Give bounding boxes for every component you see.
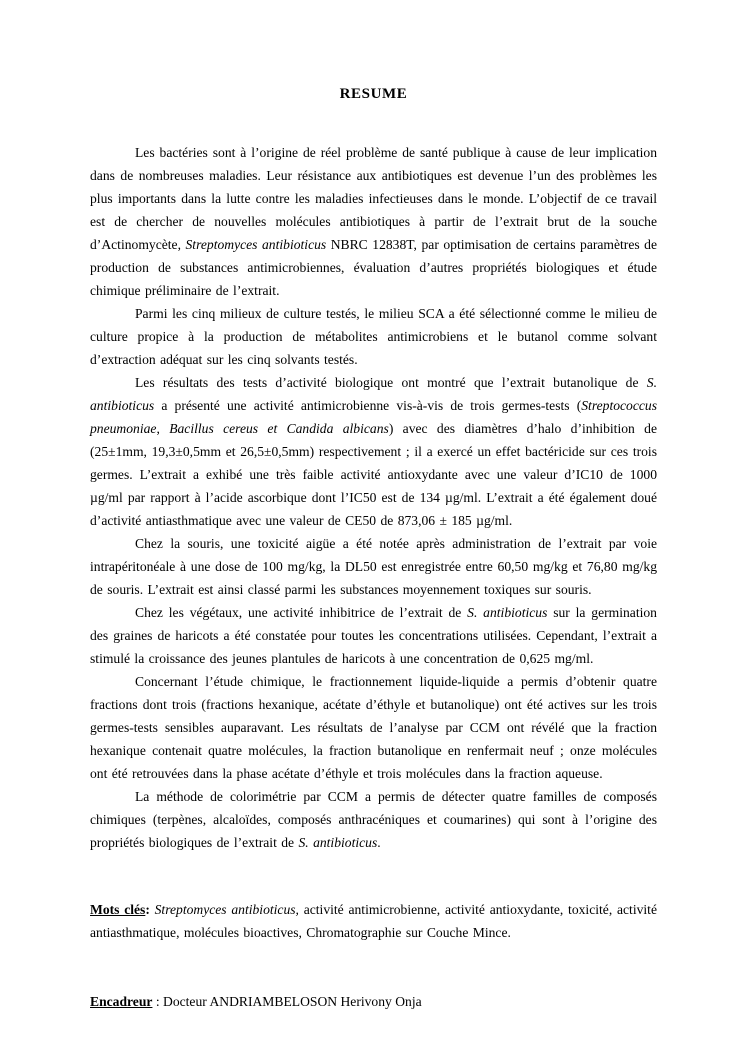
- text-run: : Docteur ANDRIAMBELOSON Herivony Onja: [152, 994, 422, 1009]
- text-run: Chez les végétaux, une activité inhibitrice de l’extrait de: [135, 605, 468, 620]
- italic-text-run: Streptomyces antibioticus,: [154, 902, 299, 917]
- text-run: Les bactéries sont à l’origine de réel problème de santé publique à cause de leur implication dans de nombreuses maladies. Leur résistance aux antibiotiques est devenue l’un des problèmes les plus importants dans la lutte contre les maladies infectieuses dans le monde. L’objectif de ce travail est de chercher de nouvelles molécules antibiotiques à partir de l’extrait brut de la souche d’Actinomycète,: [90, 145, 657, 252]
- text-run: sur la germination des graines de haricots a été constatée pour toutes les concentrations utilisées. Cependant, l’extrait a stimulé la croissance des jeunes plantules de haricots à une concentration de 0,625 mg/ml.: [90, 605, 657, 666]
- paragraph: [90, 670, 657, 785]
- italic-text-run: Streptomyces antibioticus: [185, 237, 327, 252]
- text-run: NBRC 12838T, par optimisation de certains paramètres de production de substances antimicrobiennes, évaluation d’autres propriétés biologiques et étude chimique préliminaire de l’extrait.: [90, 237, 658, 298]
- paragraph: [90, 601, 657, 670]
- text-run: Parmi les cinq milieux de culture testés, le milieu SCA a été sélectionné comme le milieu de culture propice à la production de métabolites antimicrobiens et le butanol comme solvant d’extraction adéquat sur les cinq solvants testés.: [90, 306, 657, 367]
- paragraph: [90, 141, 657, 302]
- text-run: Chez la souris, une toxicité aigüe a été notée après administration de l’extrait par voie intrapéritonéale à une dose de 100 mg/kg, la DL50 est enregistrée entre 60,50 mg/kg et 76,80 mg/kg de souris. L’extrait est ainsi classé parmi les substances moyennement toxiques sur souris.: [90, 536, 657, 597]
- italic-text-run: S. antibioticus: [90, 375, 657, 413]
- keywords-line: [90, 898, 657, 944]
- italic-text-run: Bacillus cereus et Candida albicans: [169, 421, 389, 436]
- paragraph: [90, 302, 657, 371]
- text-run: :: [145, 902, 155, 917]
- text-run: Mots clés: [90, 902, 146, 917]
- paragraph: [90, 785, 657, 854]
- text-run: a présenté une activité antimicrobienne vis-à-vis de trois germes-tests (: [154, 398, 582, 413]
- advisor-line: [90, 990, 657, 1013]
- abstract-body: [90, 141, 657, 854]
- text-run: ,: [156, 421, 170, 436]
- text-run: La méthode de colorimétrie par CCM a permis de détecter quatre familles de composés chimiques (terpènes, alcaloïdes, composés anthracéniques et coumarines) qui sont à l’origine des propriétés biologiques de l’extrait de: [90, 789, 657, 850]
- paragraph: [90, 532, 657, 601]
- page-title: RESUME: [339, 86, 408, 102]
- text-run: Encadreur: [90, 994, 153, 1009]
- text-run: ) avec des diamètres d’halo d’inhibition de (25±1mm, 19,3±0,5mm et 26,5±0,5mm) respectivement ; il a exercé un effet bactéricide sur ces trois germes. L’extrait a exhibé une très faible activité antioxydante avec une valeur d’IC10 de 1000 µg/ml par rapport à l’acide ascorbique dont l’IC50 est de 134 µg/ml. L’extrait a été également doué d’activité antiasthmatique avec une valeur de CE50 de 873,06 ± 185 µg/ml.: [90, 421, 658, 528]
- paragraph: [90, 371, 657, 532]
- text-run: activité antimicrobienne, activité antioxydante, toxicité, activité antiasthmatique, molécules bioactives, Chromatographie sur Couche Mince.: [90, 902, 657, 940]
- text-run: .: [377, 835, 381, 850]
- italic-text-run: S. antibioticus: [298, 835, 378, 850]
- italic-text-run: S. antibioticus: [467, 605, 548, 620]
- text-run: Concernant l’étude chimique, le fractionnement liquide-liquide a permis d’obtenir quatre fractions dont trois (fractions hexanique, acétate d’éthyle et butanolique) ont été actives sur les trois germes-tests sensibles auparavant. Les résultats de l’analyse par CCM ont révélé que la fraction hexanique contenait quatre molécules, la fraction butanolique en renfermait neuf ; onze molécules ont été retrouvées dans la phase acétate d’éthyle et trois molécules dans la fraction aqueuse.: [90, 674, 657, 781]
- text-run: Les résultats des tests d’activité biologique ont montré que l’extrait butanolique de: [135, 375, 647, 390]
- italic-text-run: Streptococcus pneumoniae: [90, 398, 657, 436]
